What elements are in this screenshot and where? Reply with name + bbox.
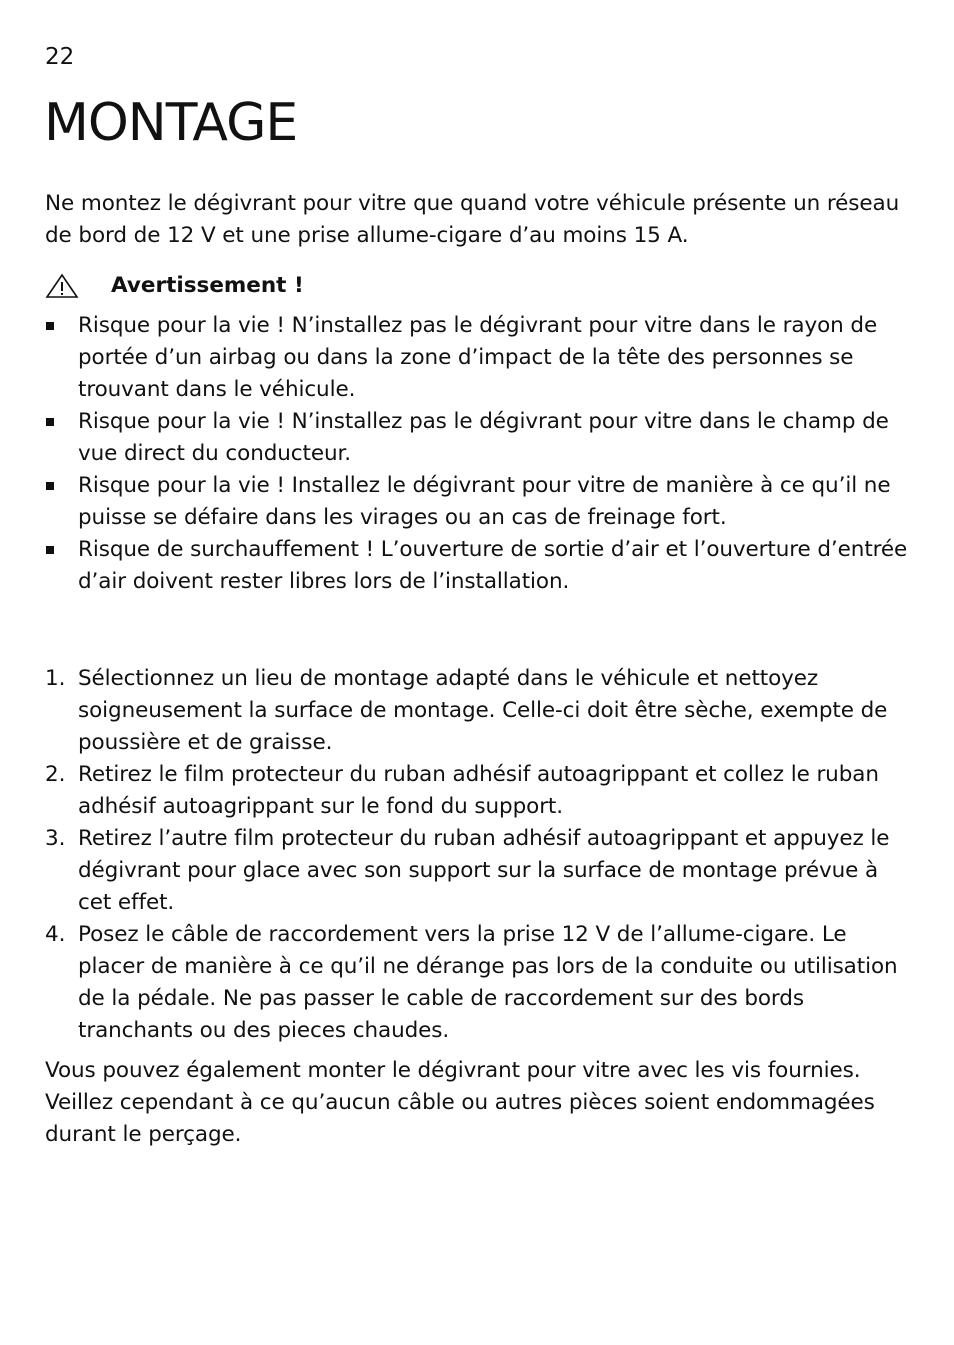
- step-number: 3.: [45, 826, 66, 851]
- bullet-icon: [46, 546, 54, 554]
- warning-item-text: Risque pour la vie ! Installez le dégivrant pour vitre de manière à ce qu’il ne puisse se défaire dans les virages ou an cas de freinage fort.: [78, 473, 891, 530]
- step-item: [45, 823, 915, 919]
- warning-triangle-icon: [45, 273, 79, 299]
- warning-item: [45, 470, 915, 534]
- outro-paragraph: Vous pouvez également monter le dégivrant pour vitre avec les vis fournies. Veillez cependant à ce qu’aucun câble ou autres pièces soient endommagées durant le perçage.: [45, 1058, 875, 1147]
- step-text: Posez le câble de raccordement vers la prise 12 V de l’allume-cigare. Le placer de manière à ce qu’il ne dérange pas lors de la conduite ou utilisation de la pédale. Ne pas passer le cable de raccordement sur des bords tranchants ou des pieces chaudes.: [78, 922, 898, 1043]
- step-number: 1.: [45, 666, 66, 691]
- bullet-icon: [46, 322, 54, 330]
- warning-label: Avertissement !: [111, 273, 304, 298]
- step-number: 2.: [45, 762, 66, 787]
- step-item: [45, 919, 915, 1047]
- warning-heading: [45, 270, 304, 302]
- step-item: [45, 759, 915, 823]
- intro-paragraph: Ne montez le dégivrant pour vitre que quand votre véhicule présente un réseau de bord de 12 V et une prise allume-cigare d’au moins 15 A.: [45, 191, 900, 248]
- step-text: Retirez le film protecteur du ruban adhésif autoagrippant et collez le ruban adhésif autoagrippant sur le fond du support.: [78, 762, 879, 819]
- warning-item-text: Risque de surchauffement ! L’ouverture de sortie d’air et l’ouverture d’entrée d’air doivent rester libres lors de l’installation.: [78, 537, 908, 594]
- step-list: [45, 663, 915, 1047]
- step-item: [45, 663, 915, 759]
- warning-list: [45, 310, 915, 598]
- bullet-icon: [46, 482, 54, 490]
- page-number: 22: [45, 44, 75, 70]
- warning-item: [45, 310, 915, 406]
- bullet-icon: [46, 418, 54, 426]
- step-text: Sélectionnez un lieu de montage adapté dans le véhicule et nettoyez soigneusement la surface de montage. Celle-ci doit être sèche, exempte de poussière et de graisse.: [78, 666, 888, 755]
- step-text: Retirez l’autre film protecteur du ruban adhésif autoagrippant et appuyez le dégivrant pour glace avec son support sur la surface de montage prévue à cet effet.: [78, 826, 890, 915]
- page-title: MONTAGE: [44, 93, 298, 153]
- step-number: 4.: [45, 922, 66, 947]
- warning-item-text: Risque pour la vie ! N’installez pas le dégivrant pour vitre dans le champ de vue direct du conducteur.: [78, 409, 889, 466]
- warning-item-text: Risque pour la vie ! N’installez pas le dégivrant pour vitre dans le rayon de portée d’un airbag ou dans la zone d’impact de la tête des personnes se trouvant dans le véhicule.: [78, 313, 878, 402]
- warning-item: [45, 534, 915, 598]
- warning-item: [45, 406, 915, 470]
